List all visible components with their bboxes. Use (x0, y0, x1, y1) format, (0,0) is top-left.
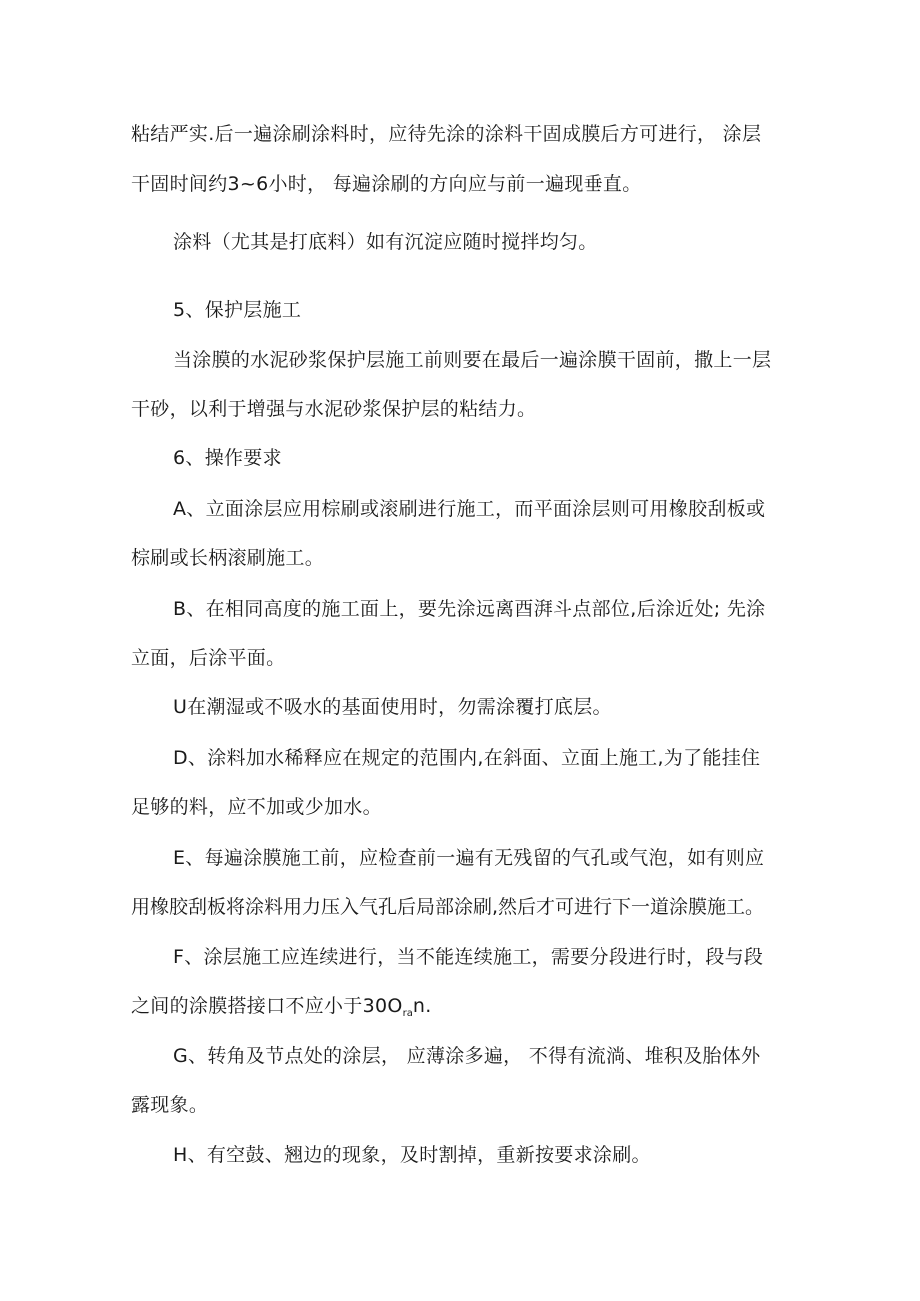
list-item-line: E、每遍涂膜施工前，应检查前一遍有无残留的气孔或气泡，如有则应 (173, 847, 765, 869)
list-item-line: A、立面涂层应用棕刷或滚刷进行施工，而平面涂层则可用橡胶刮板或 (173, 498, 766, 520)
list-item-line: F、涂层施工应连续进行，当不能连续施工，需要分段进行时，段与段 (173, 946, 764, 968)
list-item-line: 棕刷或长柄滚刷施工。 (131, 547, 325, 569)
section-heading: 6、操作要求 (173, 447, 282, 469)
list-item-line: D、涂料加水稀释应在规定的范围内,在斜面、立面上施工,为了能挂住 (173, 747, 761, 769)
list-item-line: 用橡胶刮板将涂料用力压入气孔后局部涂刷,然后才可进行下一道涂膜施工。 (131, 896, 765, 918)
list-item-line (131, 993, 432, 1027)
section-heading: 5、保护层施工 (173, 299, 302, 321)
list-item-line: H、有空鼓、翘边的现象，及时割掉，重新按要求涂刷。 (173, 1144, 651, 1166)
list-item-line: B、在相同高度的施工面上，要先涂远离酉湃斗点部位,后涂近处; 先涂 (173, 598, 766, 620)
paragraph-line: 当涂膜的水泥砂浆保护层施工前则要在最后一遍涂膜干固前，撒上一层 (173, 349, 772, 371)
list-item-line: U在潮湿或不吸水的基面使用时，勿需涂覆打底层。 (173, 696, 612, 718)
list-item-text: n. (412, 995, 432, 1017)
paragraph-line: 干砂，以利于增强与水泥砂浆保护层的粘结力。 (131, 398, 537, 420)
list-item-text: 之间的涂膜搭接口不应小于30O (131, 995, 403, 1017)
list-item-line: G、转角及节点处的涂层， 应薄涂多遍， 不得有流淌、堆积及胎体外 (173, 1045, 761, 1067)
paragraph-line: 涂料（尤其是打底料）如有沉淀应随时搅拌均匀。 (173, 231, 598, 253)
paragraph-line: 粘结严实.后一遍涂刷涂料时，应待先涂的涂料干固成膜后方可进行， 涂层 (131, 123, 762, 145)
list-item-line: 露现象。 (131, 1094, 209, 1116)
paragraph-line: 干固时间约3~6小时， 每遍涂刷的方向应与前一遍现垂直。 (131, 173, 642, 195)
list-item-line: 立面，后涂平面。 (131, 647, 286, 669)
list-item-line: 足够的料，应不加或少加水。 (131, 796, 382, 818)
subscript-text: ra (402, 1008, 413, 1019)
